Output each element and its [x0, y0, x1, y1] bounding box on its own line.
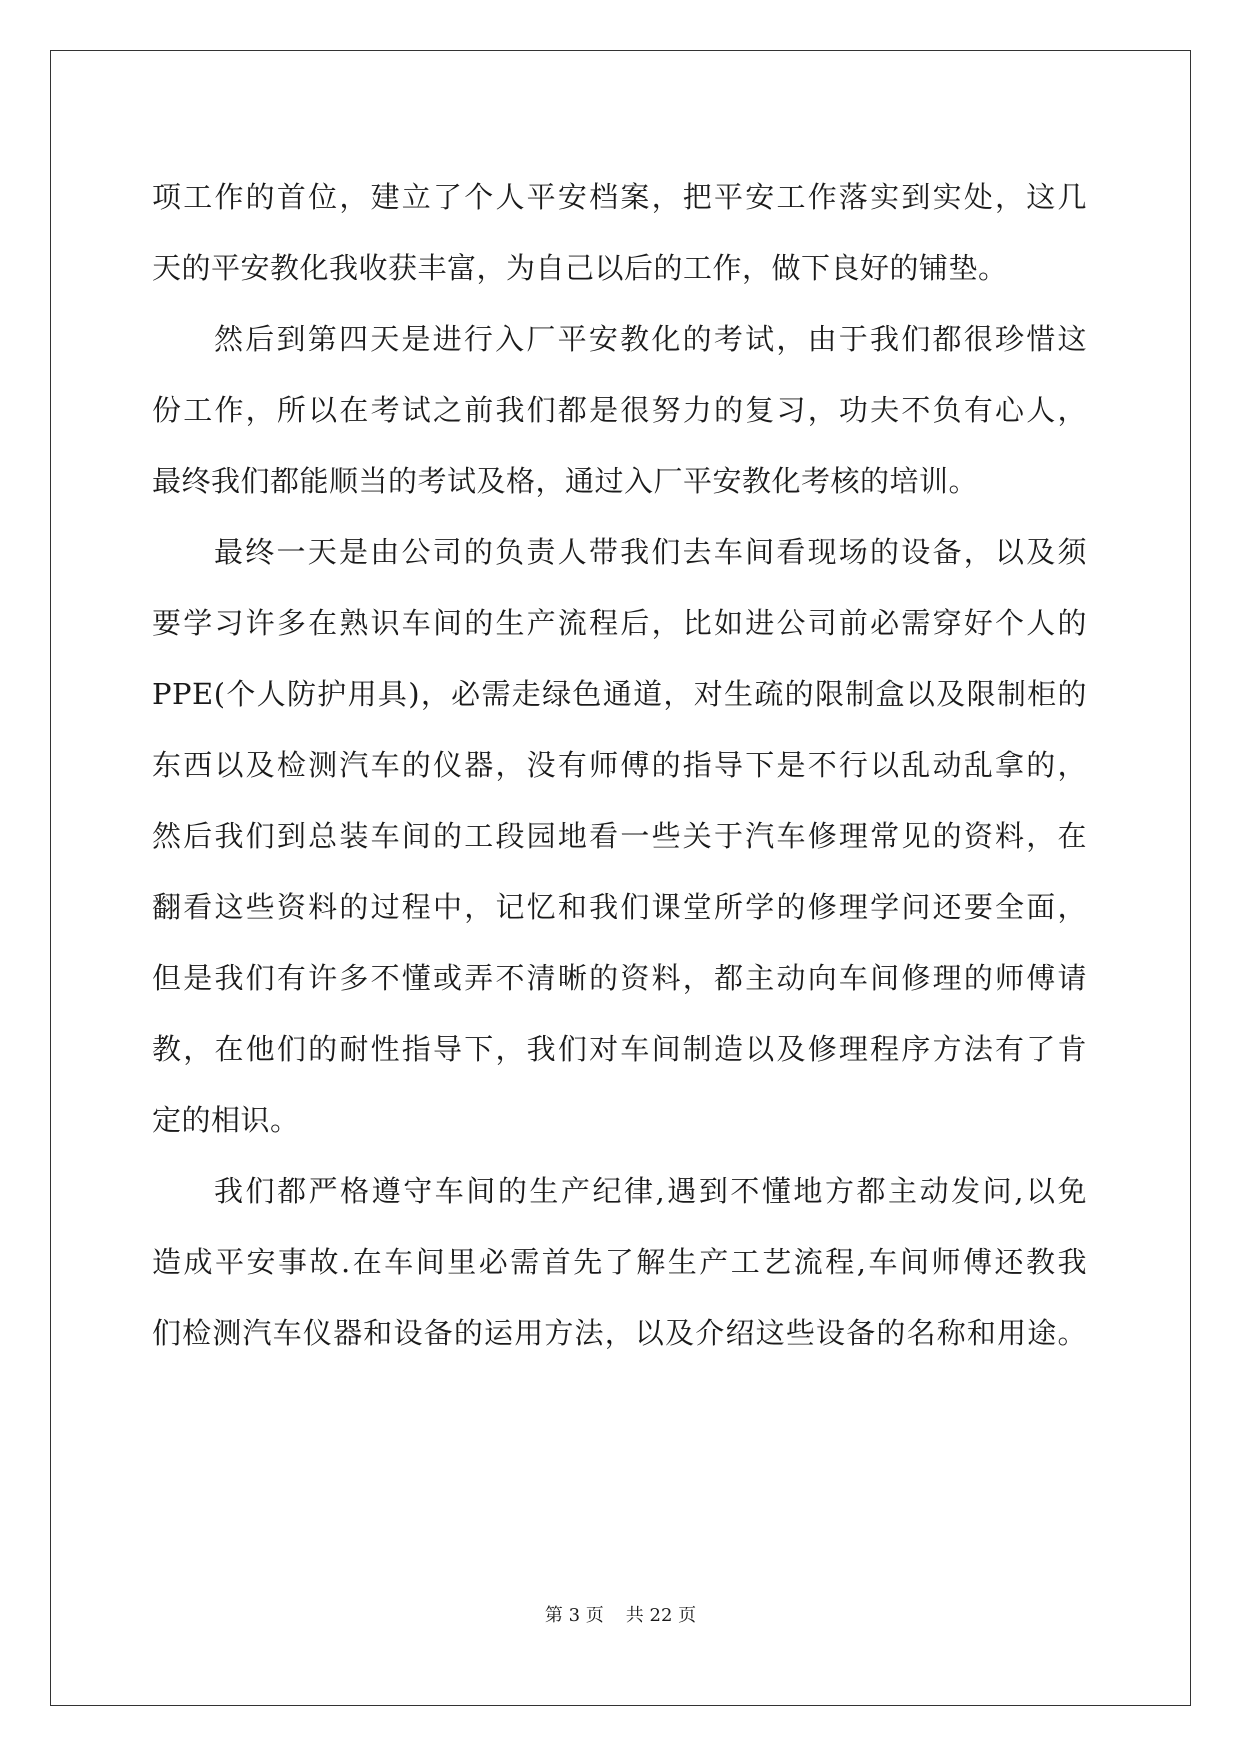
page-footer [0, 1601, 1241, 1627]
text-line: 造成平安事故.在车间里必需首先了解生产工艺流程,车间师傅还教我 [152, 1245, 1087, 1279]
text-line: 天的平安教化我收获丰富，为自己以后的工作，做下良好的铺垫。 [152, 251, 1008, 285]
text-line: 教，在他们的耐性指导下，我们对车间制造以及修理程序方法有了肯 [152, 1032, 1087, 1066]
text-line: 最终一天是由公司的负责人带我们去车间看现场的设备，以及须 [214, 535, 1087, 569]
text-line: 定的相识。 [152, 1103, 300, 1137]
text-line: 们检测汽车仪器和设备的运用方法，以及介绍这些设备的名称和用途。 [152, 1316, 1087, 1350]
text-line: 最终我们都能顺当的考试及格，通过入厂平安教化考核的培训。 [152, 464, 979, 498]
text-line: 东西以及检测汽车的仪器，没有师傅的指导下是不行以乱动乱拿的， [152, 748, 1087, 782]
page-number: 第 3 页 [544, 1605, 604, 1626]
text-line: 要学习许多在熟识车间的生产流程后，比如进公司前必需穿好个人的 [152, 606, 1087, 640]
text-line: 项工作的首位，建立了个人平安档案，把平安工作落实到实处，这几 [152, 180, 1087, 214]
text-line: 但是我们有许多不懂或弄不清晰的资料，都主动向车间修理的师傅请 [152, 961, 1087, 995]
document-body [152, 162, 1087, 1369]
text-line: 然后我们到总装车间的工段园地看一些关于汽车修理常见的资料，在 [152, 819, 1087, 853]
text-line: 然后到第四天是进行入厂平安教化的考试，由于我们都很珍惜这 [214, 322, 1087, 356]
text-line: PPE(个人防护用具)，必需走绿色通道，对生疏的限制盒以及限制柜的 [152, 677, 1087, 711]
page-total: 共 22 页 [625, 1605, 697, 1626]
text-line: 份工作，所以在考试之前我们都是很努力的复习，功夫不负有心人， [152, 393, 1087, 427]
text-line: 翻看这些资料的过程中，记忆和我们课堂所学的修理学问还要全面， [152, 890, 1087, 924]
text-line: 我们都严格遵守车间的生产纪律,遇到不懂地方都主动发问,以免 [214, 1174, 1087, 1208]
